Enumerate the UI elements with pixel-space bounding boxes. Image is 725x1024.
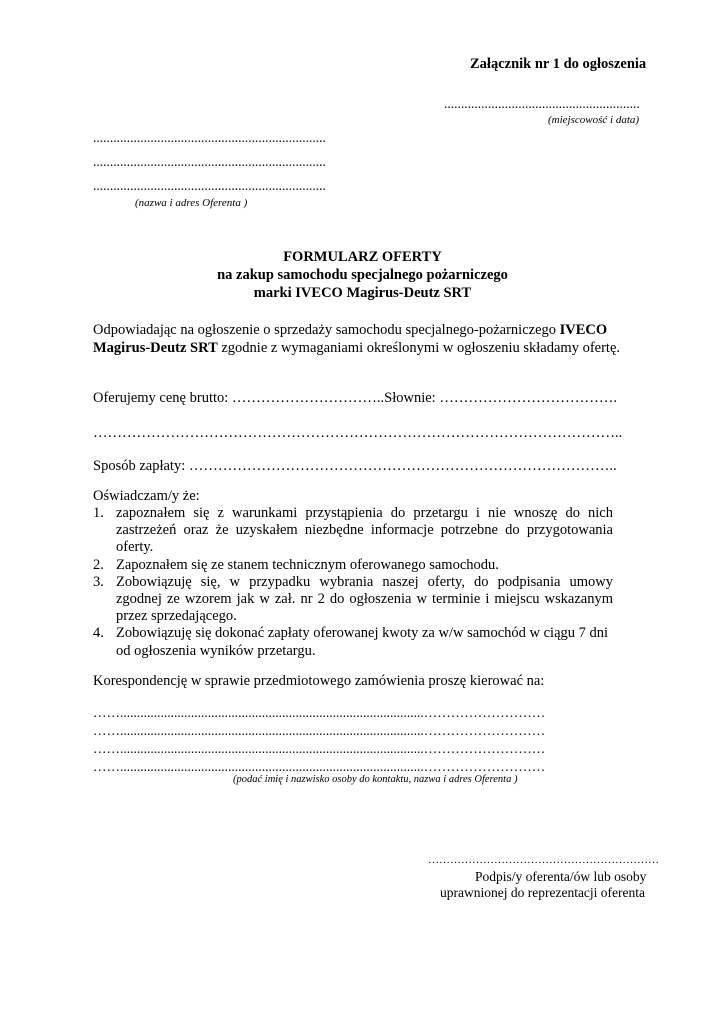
correspondence-heading: Korespondencję w sprawie przedmiotowego zamówienia proszę kierować na:	[93, 673, 545, 689]
list-item-number: 3.	[93, 573, 104, 590]
list-item-number: 4.	[93, 625, 104, 642]
declaration-heading: Oświadczam/y że:	[93, 488, 200, 504]
form-subtitle-2: marki IVECO Magirus-Deutz SRT	[253, 285, 472, 301]
correspondence-line-2: ……..........................................................................................………………………	[93, 723, 546, 738]
declaration-list	[93, 505, 613, 660]
intro-paragraph	[93, 321, 623, 357]
intro-text-2: zgodnie z wymaganiami określonymi w ogłoszeniu składamy ofertę.	[217, 340, 621, 356]
list-item-text: zapoznałem się z warunkami przystąpienia do przetargu i nie wnoszę do nich zastrzeżeń oraz że uzyskałem niezbędne informacje potrzebne do przygotowania oferty.	[116, 505, 613, 556]
correspondence-caption: (podać imię i nazwisko osoby do kontaktu, nazwa i adres Oferenta )	[233, 774, 518, 785]
bidder-line-3: .....................................................................	[93, 178, 326, 193]
signature-line: ………………………………………………………	[428, 854, 659, 866]
place-date-caption: (miejscowość i data)	[548, 114, 640, 126]
correspondence-line-4: ……..........................................................................................………………………	[93, 759, 546, 774]
bidder-caption: (nazwa i adres Oferenta )	[135, 197, 248, 209]
intro-text-1: Odpowiadając na ogłoszenie o sprzedaży samochodu specjalnego-pożarniczego	[93, 322, 560, 338]
price-continuation-line: ………………………………………………………………………………………………..	[93, 425, 623, 441]
intro-bold-2: Magirus-Deutz SRT	[93, 340, 218, 356]
list-item-number: 1.	[93, 505, 104, 521]
list-item-text: Zapoznałem się ze stanem technicznym oferowanego samochodu.	[116, 556, 499, 573]
list-item	[93, 625, 613, 659]
list-item-number: 2.	[93, 556, 104, 573]
correspondence-line-3: ……..........................................................................................………………………	[93, 741, 546, 756]
payment-method-line: Sposób zapłaty: ……………………………………………………………………………..	[93, 458, 617, 474]
intro-bold-1: IVECO	[559, 322, 608, 338]
list-item-text: Zobowiązuję się, w przypadku wybrania naszej oferty, do podpisania umowy zgodnej ze wzorem jak w zał. nr 2 do ogłoszenia w terminie i miejscu wskazanym przez sprzedającego.	[116, 573, 613, 625]
price-line: Oferujemy cenę brutto: …………………………..Słownie: ……………………………….	[93, 390, 617, 406]
list-item	[93, 505, 613, 557]
form-title: FORMULARZ OFERTY	[283, 249, 442, 265]
signature-caption-2: uprawnionej do reprezentacji oferenta	[440, 885, 646, 900]
bidder-line-1: .....................................................................	[93, 130, 326, 145]
form-subtitle-1: na zakup samochodu specjalnego pożarniczego	[217, 267, 508, 283]
list-item	[93, 557, 613, 574]
place-date-line: ..........................................................	[444, 96, 640, 111]
bidder-line-2: .....................................................................	[93, 154, 326, 169]
signature-caption-1: Podpis/y oferenta/ów lub osoby	[475, 869, 647, 884]
list-item	[93, 574, 613, 626]
list-item-text: Zobowiązuję się dokonać zapłaty oferowanej kwoty za w/w samochód w ciągu 7 dni od ogłoszenia wyników przetargu.	[116, 625, 609, 659]
correspondence-line-1: ……..........................................................................................………………………	[93, 705, 546, 720]
attachment-label: Załącznik nr 1 do ogłoszenia	[470, 56, 647, 72]
